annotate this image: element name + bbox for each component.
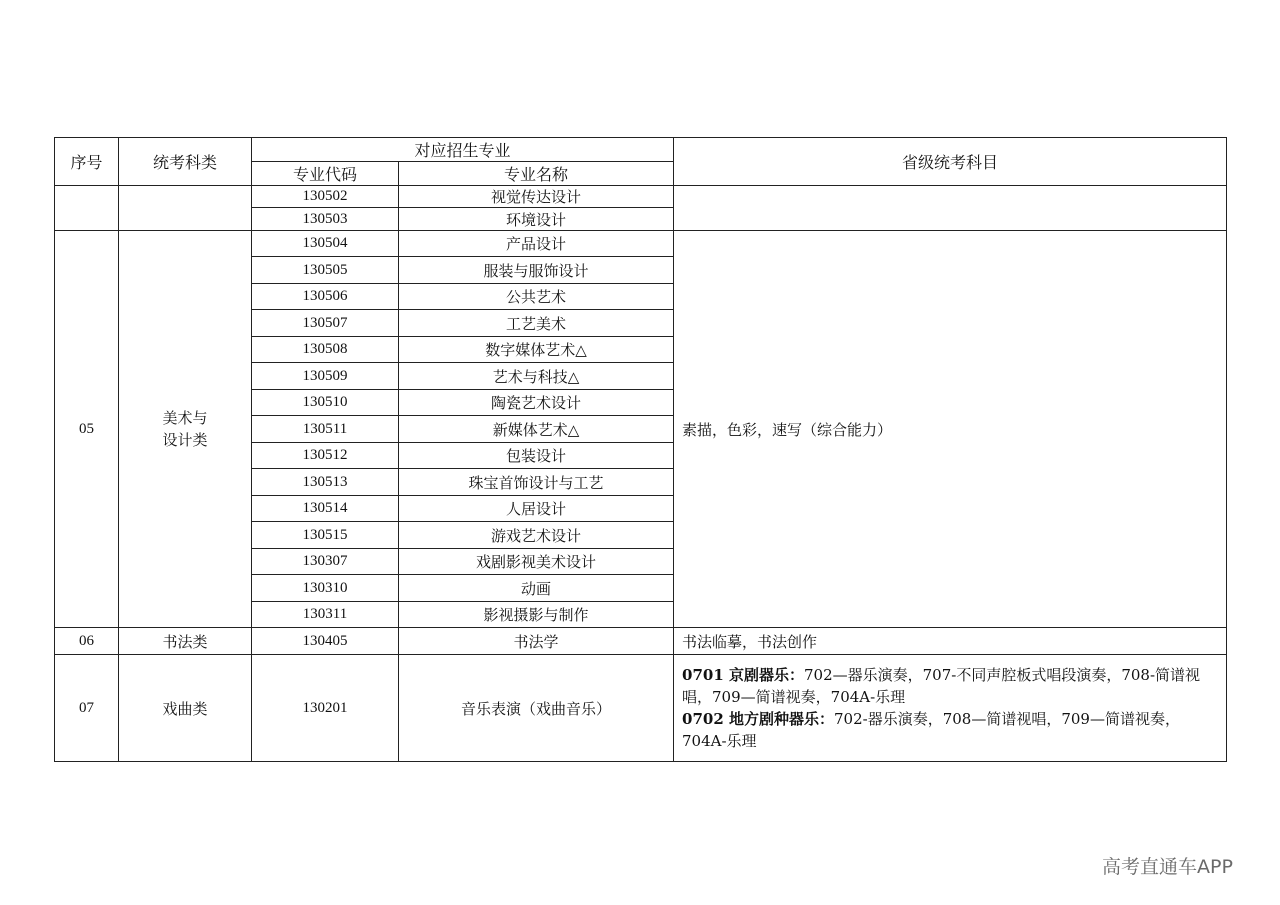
major-name-cell: 包装设计 xyxy=(399,443,674,469)
header-major-code: 专业代码 xyxy=(252,162,399,186)
major-code-cell: 130505 xyxy=(252,257,399,284)
subjects-cell: 书法临摹，书法创作 xyxy=(674,628,1227,655)
major-name-cell: 新媒体艺术△ xyxy=(399,416,674,443)
major-code-cell: 130405 xyxy=(252,628,399,655)
major-code-cell: 130311 xyxy=(252,602,399,628)
seq-cell: 07 xyxy=(55,655,119,762)
table-row xyxy=(55,231,1227,257)
header-major-group: 对应招生专业 xyxy=(252,138,674,162)
major-name-cell: 产品设计 xyxy=(399,231,674,257)
table-row xyxy=(55,655,1227,762)
major-name-cell: 环境设计 xyxy=(399,208,674,231)
subjects-cell: 素描，色彩，速写（综合能力） xyxy=(674,231,1227,628)
subject-label: 0702 地方剧种器乐： xyxy=(682,710,834,728)
category-cell: 戏曲类 xyxy=(119,655,252,762)
category-line: 设计类 xyxy=(162,431,208,449)
major-code-cell: 130511 xyxy=(252,416,399,443)
major-name-cell: 音乐表演（戏曲音乐） xyxy=(399,655,674,762)
major-name-cell: 游戏艺术设计 xyxy=(399,522,674,549)
major-code-cell: 130513 xyxy=(252,469,399,496)
category-cell-empty xyxy=(119,186,252,231)
major-code-cell: 130506 xyxy=(252,284,399,310)
category-cell xyxy=(119,231,252,628)
major-code-cell: 130502 xyxy=(252,186,399,208)
subject-text: 702-器乐演奏，708—简谱视唱，709—简谱视奏，704A-乐理 xyxy=(682,710,1180,750)
major-name-cell: 戏剧影视美术设计 xyxy=(399,549,674,575)
header-subjects: 省级统考科目 xyxy=(674,138,1227,186)
subject-label: 0701 京剧器乐： xyxy=(682,666,804,684)
major-name-cell: 书法学 xyxy=(399,628,674,655)
major-name-cell: 动画 xyxy=(399,575,674,602)
header-seq: 序号 xyxy=(55,138,119,186)
table-row xyxy=(55,186,1227,208)
major-code-cell: 130201 xyxy=(252,655,399,762)
major-code-cell: 130310 xyxy=(252,575,399,602)
category-cell: 书法类 xyxy=(119,628,252,655)
major-name-cell: 公共艺术 xyxy=(399,284,674,310)
subject-text: 702—器乐演奏，707-不同声腔板式唱段演奏，708-简谱视唱，709—简谱视奏，704A-乐理 xyxy=(682,666,1201,706)
major-name-cell: 人居设计 xyxy=(399,496,674,522)
subjects-cell xyxy=(674,655,1227,762)
major-code-cell: 130507 xyxy=(252,310,399,337)
major-code-cell: 130509 xyxy=(252,363,399,390)
subject-block-0702 xyxy=(682,708,1218,752)
major-code-cell: 130508 xyxy=(252,337,399,363)
seq-cell-empty xyxy=(55,186,119,231)
major-code-cell: 130503 xyxy=(252,208,399,231)
major-name-cell: 艺术与科技△ xyxy=(399,363,674,390)
category-line: 美术与 xyxy=(162,409,208,427)
major-name-cell: 珠宝首饰设计与工艺 xyxy=(399,469,674,496)
major-name-cell: 影视摄影与制作 xyxy=(399,602,674,628)
major-code-cell: 130512 xyxy=(252,443,399,469)
major-code-cell: 130307 xyxy=(252,549,399,575)
table-row xyxy=(55,628,1227,655)
major-name-cell: 陶瓷艺术设计 xyxy=(399,390,674,416)
seq-cell: 06 xyxy=(55,628,119,655)
major-code-cell: 130510 xyxy=(252,390,399,416)
subjects-cell-empty xyxy=(674,186,1227,231)
major-name-cell: 服装与服饰设计 xyxy=(399,257,674,284)
major-code-cell: 130515 xyxy=(252,522,399,549)
seq-cell: 05 xyxy=(55,231,119,628)
major-name-cell: 工艺美术 xyxy=(399,310,674,337)
admission-subjects-table xyxy=(54,137,1227,762)
header-major-name: 专业名称 xyxy=(399,162,674,186)
watermark: 高考直通车APP xyxy=(1102,856,1233,878)
header-row-1 xyxy=(55,138,1227,162)
major-code-cell: 130504 xyxy=(252,231,399,257)
major-name-cell: 数字媒体艺术△ xyxy=(399,337,674,363)
major-code-cell: 130514 xyxy=(252,496,399,522)
header-category: 统考科类 xyxy=(119,138,252,186)
major-name-cell: 视觉传达设计 xyxy=(399,186,674,208)
subject-block-0701 xyxy=(682,664,1218,708)
